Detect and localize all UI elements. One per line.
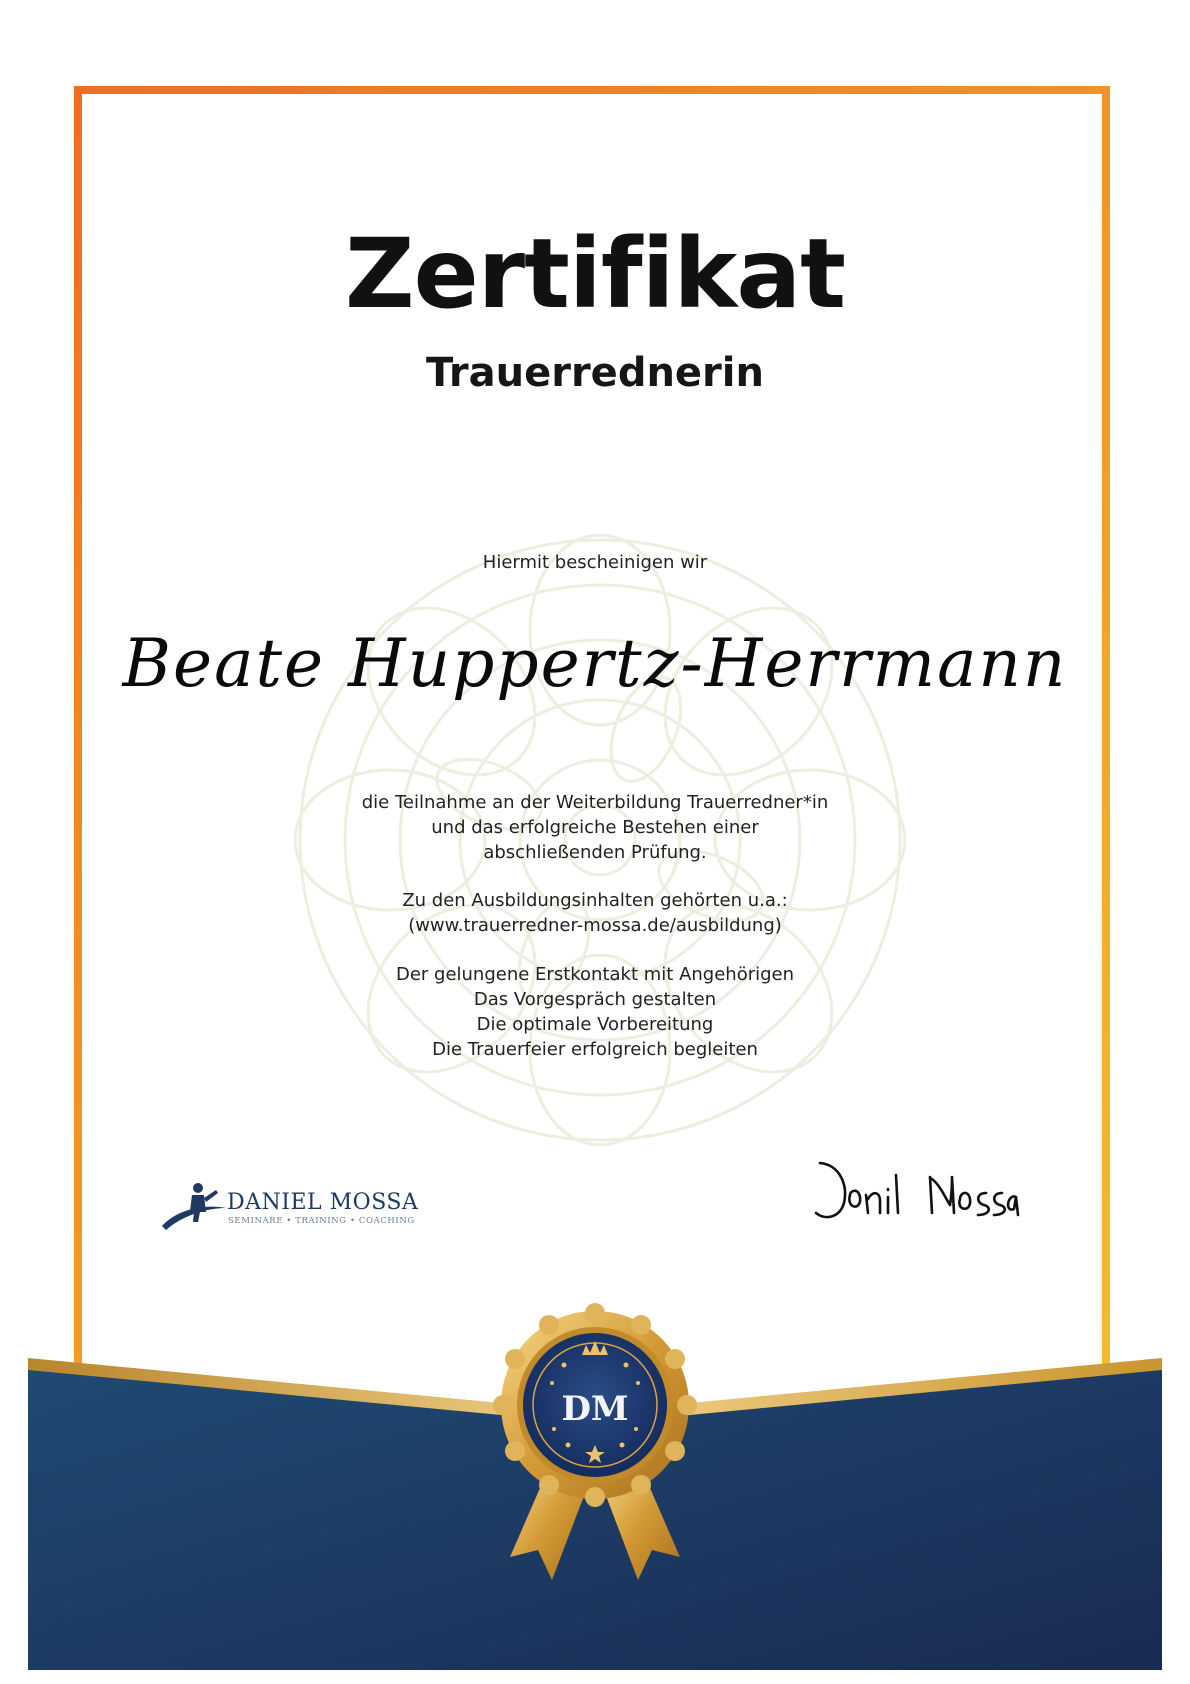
handwritten-signature	[810, 1155, 1020, 1235]
recipient-name: Beate Huppertz-Herrmann	[122, 625, 1068, 702]
contents-item: Die optimale Vorbereitung	[476, 1014, 714, 1035]
logo-tagline: SEMINARE • TRAINING • COACHING	[228, 1216, 415, 1226]
statement-block	[0, 790, 1190, 865]
contents-item: Der gelungene Erstkontakt mit Angehörigen	[395, 964, 795, 985]
contents-item: Die Trauerfeier erfolgreich begleiten	[432, 1039, 758, 1060]
seal-monogram: DM	[561, 1389, 629, 1429]
intro-text: Hiermit bescheinigen wir	[482, 552, 708, 573]
statement-line: die Teilnahme an der Weiterbildung Trauerredner*in	[361, 792, 829, 813]
contents-heading-block	[0, 888, 1190, 938]
logo-name: DANIEL MOSSA	[227, 1190, 419, 1215]
gold-seal	[490, 1295, 700, 1585]
contents-list	[0, 962, 1190, 1062]
daniel-mossa-logo	[160, 1178, 419, 1234]
contents-url-line: (www.trauerredner-mossa.de/ausbildung)	[408, 915, 782, 936]
contents-item: Das Vorgespräch gestalten	[473, 989, 717, 1010]
speaker-swoosh-icon	[160, 1178, 230, 1234]
statement-line: abschließenden Prüfung.	[483, 842, 707, 863]
contents-heading-line: Zu den Ausbildungsinhalten gehörten u.a.:	[402, 890, 788, 911]
certificate-title: Zertifikat	[344, 218, 846, 330]
rosette-icon	[490, 1295, 700, 1585]
statement-line: und das erfolgreiche Bestehen einer	[431, 817, 759, 838]
certificate-subtitle: Trauerrednerin	[426, 350, 764, 396]
